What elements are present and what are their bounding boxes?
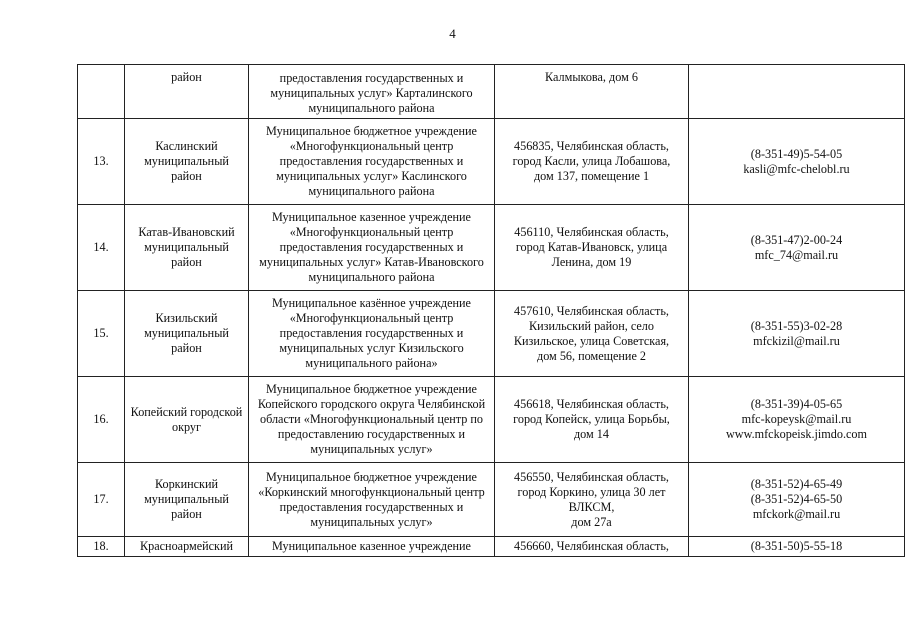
organization-line: муниципальных услуг» Карталинского bbox=[270, 86, 473, 100]
address-line: 456550, Челябинская область, bbox=[514, 469, 669, 484]
organization-line: «Многофункциональный центр bbox=[289, 311, 454, 325]
address-cell bbox=[495, 205, 689, 291]
address-line: Кизильское, улица Советская, bbox=[513, 333, 670, 348]
address-line: дом 27а bbox=[571, 514, 612, 529]
district-line: район bbox=[171, 70, 202, 84]
organization-cell bbox=[249, 537, 495, 557]
row-number: 15. bbox=[78, 291, 125, 377]
contacts-line: (8-351-39)4-05-65 bbox=[750, 397, 843, 411]
contacts-cell bbox=[689, 377, 905, 463]
organization-cell bbox=[249, 377, 495, 463]
organization-line: Муниципальное бюджетное учреждение bbox=[266, 382, 477, 396]
row-number: 17. bbox=[78, 463, 125, 537]
organization-line: «Многофункциональный центр bbox=[289, 139, 454, 153]
organization-line: муниципальных услуг» bbox=[310, 514, 433, 529]
address-line: дом 14 bbox=[573, 427, 609, 441]
table-body bbox=[78, 65, 905, 557]
contacts-cell bbox=[689, 537, 905, 557]
organization-line: предоставлению государственных и bbox=[277, 427, 466, 441]
organization-line: муниципальных услуг» Каслинского bbox=[276, 169, 467, 183]
district-line: муниципальный bbox=[144, 326, 229, 340]
contacts-line: mfckork@mail.ru bbox=[752, 507, 841, 521]
district-line: Катав-Ивановский bbox=[138, 225, 235, 239]
table-row bbox=[78, 377, 905, 463]
contacts-cell bbox=[689, 463, 905, 537]
organization-line: «Многофункциональный центр bbox=[289, 225, 454, 239]
contacts-line: mfckizil@mail.ru bbox=[753, 333, 840, 348]
district-line: муниципальный bbox=[144, 492, 229, 506]
organization-line: области «Многофункциональный центр по bbox=[259, 412, 484, 426]
address-cell bbox=[495, 463, 689, 537]
district-cell bbox=[125, 119, 249, 205]
contacts-line: (8-351-52)4-65-50 bbox=[750, 492, 843, 506]
organization-line: Муниципальное бюджетное учреждение bbox=[266, 124, 477, 138]
district-cell bbox=[125, 291, 249, 377]
organization-line: муниципального района bbox=[308, 101, 435, 115]
row-number: 13. bbox=[78, 119, 125, 205]
organization-line: Муниципальное казённое учреждение bbox=[272, 296, 471, 310]
address-cell bbox=[495, 537, 689, 557]
organization-line: предоставления государственных и bbox=[279, 499, 464, 514]
organization-line: предоставления государственных и bbox=[279, 326, 464, 340]
organization-cell bbox=[249, 65, 495, 119]
contacts-line: www.mfckopeisk.jimdo.com bbox=[725, 427, 868, 441]
district-cell bbox=[125, 537, 249, 557]
address-cell bbox=[495, 377, 689, 463]
organization-cell bbox=[249, 463, 495, 537]
address-cell bbox=[495, 291, 689, 377]
organization-line: Муниципальное казенное учреждение bbox=[272, 539, 471, 553]
contacts-cell bbox=[689, 291, 905, 377]
table-row bbox=[78, 291, 905, 377]
address-line: город Касли, улица Лобашова, bbox=[512, 154, 671, 168]
contacts-cell bbox=[689, 65, 905, 119]
organization-line: «Коркинский многофункциональный центр bbox=[258, 484, 485, 499]
address-cell bbox=[495, 65, 689, 119]
mfc-registry-table bbox=[77, 64, 905, 557]
address-line: дом 137, помещение 1 bbox=[533, 169, 650, 183]
address-line: Калмыкова, дом 6 bbox=[545, 70, 638, 84]
row-number: 16. bbox=[78, 377, 125, 463]
address-line: Ленина, дом 19 bbox=[551, 255, 632, 269]
address-line: дом 56, помещение 2 bbox=[537, 348, 646, 363]
organization-cell bbox=[249, 119, 495, 205]
contacts-line: (8-351-49)5-54-05 bbox=[750, 146, 843, 161]
address-cell bbox=[495, 119, 689, 205]
district-line: Копейский городской bbox=[130, 404, 243, 419]
organization-line: Муниципальное казенное учреждение bbox=[272, 210, 471, 224]
contacts-line: (8-351-50)5-55-18 bbox=[750, 539, 843, 553]
district-line: Коркинский bbox=[154, 477, 219, 491]
address-line: 456110, Челябинская область, bbox=[514, 225, 669, 239]
district-line: район bbox=[171, 169, 202, 183]
district-line: Кизильский bbox=[155, 311, 218, 325]
organization-line: муниципального района bbox=[308, 270, 435, 284]
table-row bbox=[78, 463, 905, 537]
organization-line: муниципальных услуг» bbox=[310, 442, 433, 456]
district-cell bbox=[125, 463, 249, 537]
contacts-cell bbox=[689, 205, 905, 291]
contacts-line: (8-351-55)3-02-28 bbox=[750, 318, 843, 333]
organization-line: Копейского городского округа Челябинской bbox=[257, 397, 486, 411]
district-line: район bbox=[171, 255, 202, 269]
organization-line: муниципального района» bbox=[305, 356, 438, 370]
row-number: 14. bbox=[78, 205, 125, 291]
contacts-cell bbox=[689, 119, 905, 205]
contacts-line: (8-351-47)2-00-24 bbox=[750, 232, 843, 247]
address-line: город Коркино, улица 30 лет bbox=[517, 484, 666, 499]
table-row bbox=[78, 205, 905, 291]
address-line: 456618, Челябинская область, bbox=[514, 397, 669, 411]
row-number bbox=[78, 65, 125, 119]
table-row bbox=[78, 65, 905, 119]
organization-cell bbox=[249, 291, 495, 377]
address-line: 456660, Челябинская область, bbox=[514, 539, 669, 553]
address-line: Кизильский район, село bbox=[529, 318, 654, 333]
organization-line: муниципальных услуг» Катав-Ивановского bbox=[259, 255, 484, 269]
contacts-line: kasli@mfc-chelobl.ru bbox=[743, 161, 850, 176]
district-line: район bbox=[171, 507, 202, 521]
district-line: Каслинский bbox=[155, 139, 218, 153]
organization-line: предоставления государственных и bbox=[279, 71, 464, 85]
district-line: Красноармейский bbox=[140, 539, 233, 553]
district-line: муниципальный bbox=[144, 154, 229, 168]
organization-line: муниципальных услуг Кизильского bbox=[279, 341, 464, 355]
district-line: муниципальный bbox=[144, 240, 229, 254]
page-number: 4 bbox=[449, 26, 456, 41]
organization-cell bbox=[249, 205, 495, 291]
district-line: округ bbox=[171, 419, 202, 434]
organization-line: предоставления государственных и bbox=[279, 240, 464, 254]
row-number: 18. bbox=[78, 537, 125, 557]
organization-line: Муниципальное бюджетное учреждение bbox=[266, 469, 477, 484]
table-row bbox=[78, 537, 905, 557]
address-line: 456835, Челябинская область, bbox=[514, 139, 669, 153]
address-line: ВЛКСМ, bbox=[568, 499, 615, 514]
district-cell bbox=[125, 377, 249, 463]
contacts-line: (8-351-52)4-65-49 bbox=[750, 477, 843, 491]
contacts-line: mfc_74@mail.ru bbox=[754, 247, 839, 262]
district-cell bbox=[125, 65, 249, 119]
contacts-line: mfc-kopeysk@mail.ru bbox=[741, 412, 852, 426]
district-line: район bbox=[171, 341, 202, 355]
address-line: город Катав-Ивановск, улица bbox=[515, 240, 668, 254]
organization-line: предоставления государственных и bbox=[279, 154, 464, 168]
organization-line: муниципального района bbox=[308, 184, 435, 198]
address-line: 457610, Челябинская область, bbox=[514, 303, 669, 318]
district-cell bbox=[125, 205, 249, 291]
table-row bbox=[78, 119, 905, 205]
address-line: город Копейск, улица Борьбы, bbox=[513, 412, 670, 426]
